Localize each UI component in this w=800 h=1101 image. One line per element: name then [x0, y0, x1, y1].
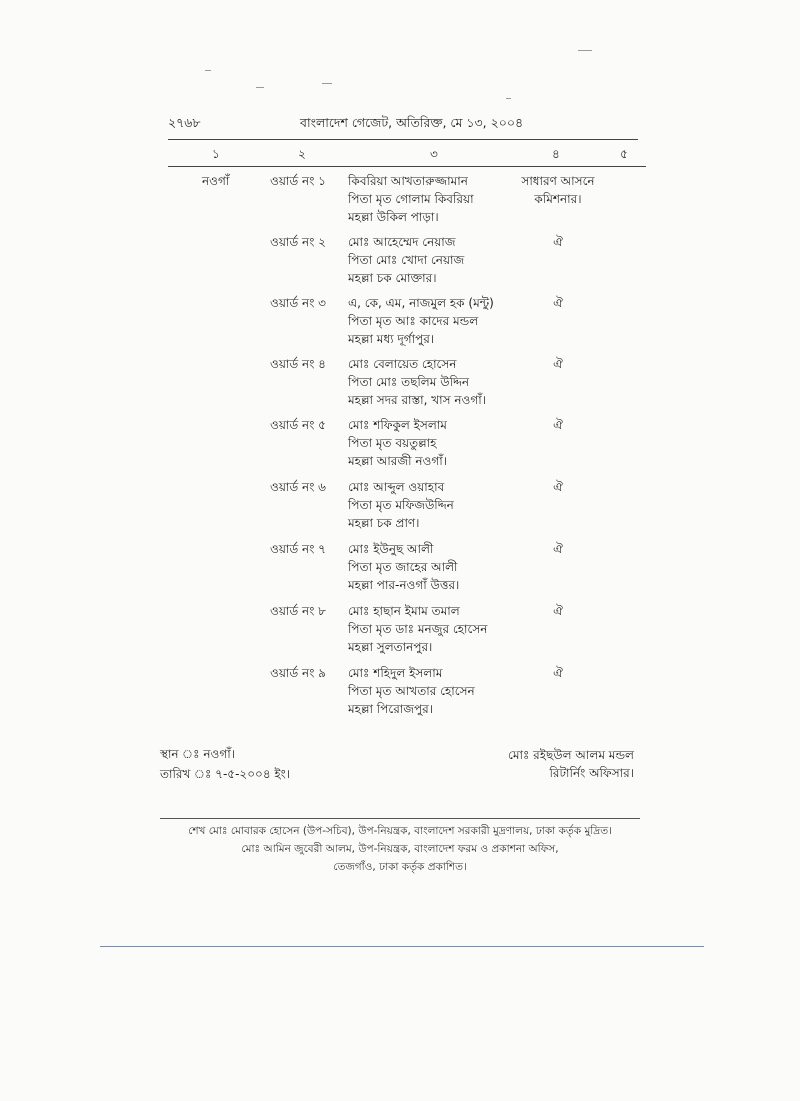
remark-line-1: ঐ — [553, 357, 563, 371]
candidate-address: মহল্লা চক প্রাণ। — [348, 516, 420, 530]
printer-imprint — [158, 822, 642, 876]
candidate-name: মোঃ হাছান ইমাম তমাল — [348, 604, 460, 618]
remark-line-1: ঐ — [553, 666, 563, 680]
scan-speck — [322, 83, 332, 84]
ward-cell: ওয়ার্ড নং ৭ — [270, 542, 326, 556]
candidate-cell — [348, 540, 459, 594]
column-number-5: ৫ — [620, 147, 628, 161]
candidate-father: পিতা মৃত আঃ কাদের মন্ডল — [348, 314, 479, 328]
candidate-father: পিতা মোঃ খোদা নেয়াজ — [348, 253, 465, 267]
remark-line-1: সাধারণ আসনে — [521, 174, 595, 188]
signatory-designation: রিটার্নিং অফিসার। — [549, 766, 634, 780]
ward-cell: ওয়ার্ড নং ৩ — [270, 296, 326, 310]
candidate-cell — [348, 294, 494, 348]
candidate-father: পিতা মৃত ডাঃ মনজুর হোসেন — [348, 622, 488, 636]
ward-cell: ওয়ার্ড নং ৮ — [270, 604, 326, 618]
remark-line-1: ঐ — [553, 296, 563, 310]
signatory-name: মোঃ রইছউল আলম মন্ডল — [507, 748, 634, 762]
candidate-name: এ, কে, এম, নাজমুল হক (মন্টু) — [348, 296, 494, 310]
candidate-address: মহল্লা আরজী নওগাঁ। — [348, 454, 448, 468]
remark-cell — [513, 664, 603, 682]
candidate-name: মোঃ শহিদুল ইসলাম — [348, 666, 443, 680]
candidate-father: পিতা মৃত জাহের আলী — [348, 560, 458, 574]
gazette-header — [168, 115, 638, 135]
candidate-address: মহল্লা মধ্য দূর্গাপুর। — [348, 332, 435, 346]
candidate-address: মহল্লা উকিল পাড়া। — [348, 210, 439, 224]
candidate-cell — [348, 172, 474, 226]
remark-cell — [513, 233, 603, 251]
column-numbers — [168, 146, 648, 164]
scan-speck — [506, 98, 511, 99]
remark-cell — [513, 478, 603, 496]
candidate-father: পিতা মোঃ তছলিম উদ্দিন — [348, 375, 470, 389]
ward-cell: ওয়ার্ড নং ১ — [270, 174, 326, 188]
candidate-father: পিতা মৃত মফিজউদ্দিন — [348, 498, 454, 512]
remark-cell — [513, 540, 603, 558]
candidate-name: মোঃ শফিকুল ইসলাম — [348, 418, 447, 432]
scan-speck — [256, 87, 264, 88]
column-number-3: ৩ — [430, 147, 438, 161]
candidate-cell — [348, 355, 486, 409]
remark-line-2: কমিশনার। — [534, 192, 582, 206]
candidate-name: মোঃ বেলায়েত হোসেন — [348, 357, 457, 371]
ward-cell: ওয়ার্ড নং ৫ — [270, 418, 326, 432]
remark-cell — [513, 172, 603, 208]
date-line: তারিখ ঃ ৭-৫-২০০৪ ইং। — [160, 767, 291, 781]
candidate-father: পিতা মৃত বয়তুল্লাহ — [348, 436, 437, 450]
scan-edge-line — [100, 946, 704, 947]
candidate-father: পিতা মৃত আখতার হোসেন — [348, 684, 475, 698]
place-date-block — [160, 744, 290, 784]
candidate-name: মোঃ ইউনুছ আলী — [348, 542, 434, 556]
column-number-1: ১ — [212, 147, 220, 161]
candidate-cell — [348, 664, 475, 718]
district-cell: নওগাঁ — [202, 174, 230, 188]
column-number-2: ২ — [298, 147, 306, 161]
candidate-name: মোঃ আব্দুল ওয়াহাব — [348, 480, 445, 494]
remark-cell — [513, 416, 603, 434]
imprint-line-1: শেখ মোঃ মোবারক হোসেন (উপ-সচিব), উপ-নিয়ন্ত্রক, বাংলাদেশ সরকারী মুদ্রণালয়, ঢাকা কর্তৃক মুদ্রিত। — [188, 825, 612, 837]
ward-cell: ওয়ার্ড নং ৪ — [270, 357, 326, 371]
header-rule — [168, 139, 638, 140]
gazette-title: বাংলাদেশ গেজেট, অতিরিক্ত, মে ১৩, ২০০৪ — [300, 115, 524, 130]
remark-line-1: ঐ — [553, 604, 563, 618]
candidate-address: মহল্লা সুলতানপুর। — [348, 640, 433, 654]
remark-line-1: ঐ — [553, 235, 563, 249]
remark-line-1: ঐ — [553, 480, 563, 494]
candidate-cell — [348, 602, 487, 656]
ward-cell: ওয়ার্ড নং ৬ — [270, 480, 326, 494]
column-rule — [168, 166, 646, 167]
place-line: স্থান ঃ নওগাঁ। — [160, 747, 235, 761]
candidate-name: কিবরিয়া আখতারুজ্জামান — [348, 174, 468, 188]
ward-cell: ওয়ার্ড নং ২ — [270, 235, 326, 249]
candidate-cell — [348, 416, 447, 470]
remark-cell — [513, 602, 603, 620]
scan-speck — [578, 50, 592, 51]
candidate-address: মহল্লা সদর রাস্তা, খাস নওগাঁ। — [348, 393, 486, 407]
remark-line-1: ঐ — [553, 542, 563, 556]
column-number-4: ৪ — [552, 147, 560, 161]
candidate-cell — [348, 233, 464, 287]
remark-line-1: ঐ — [553, 418, 563, 432]
candidate-address: মহল্লা পিরোজপুর। — [348, 702, 434, 716]
imprint-rule — [160, 818, 640, 819]
candidate-address: মহল্লা চক মোক্তার। — [348, 271, 437, 285]
candidate-address: মহল্লা পার-নওগাঁ উত্তর। — [348, 578, 460, 592]
imprint-line-3: তেজগাঁও, ঢাকা কর্তৃক প্রকাশিত। — [333, 861, 467, 873]
page-number: ২৭৬৮ — [168, 115, 201, 130]
remark-cell — [513, 294, 603, 312]
candidate-name: মোঃ আহেম্মেদ নেয়াজ — [348, 235, 456, 249]
imprint-line-2: মোঃ আমিন জুবেরী আলম, উপ-নিয়ন্ত্রক, বাংলাদেশ ফরম ও প্রকাশনা অফিস, — [241, 843, 559, 855]
scan-speck — [205, 70, 211, 71]
candidate-father: পিতা মৃত গোলাম কিবরিয়া — [348, 192, 474, 206]
ward-cell: ওয়ার্ড নং ৯ — [270, 666, 326, 680]
candidate-cell — [348, 478, 454, 532]
remark-cell — [513, 355, 603, 373]
signature-block — [506, 746, 634, 782]
